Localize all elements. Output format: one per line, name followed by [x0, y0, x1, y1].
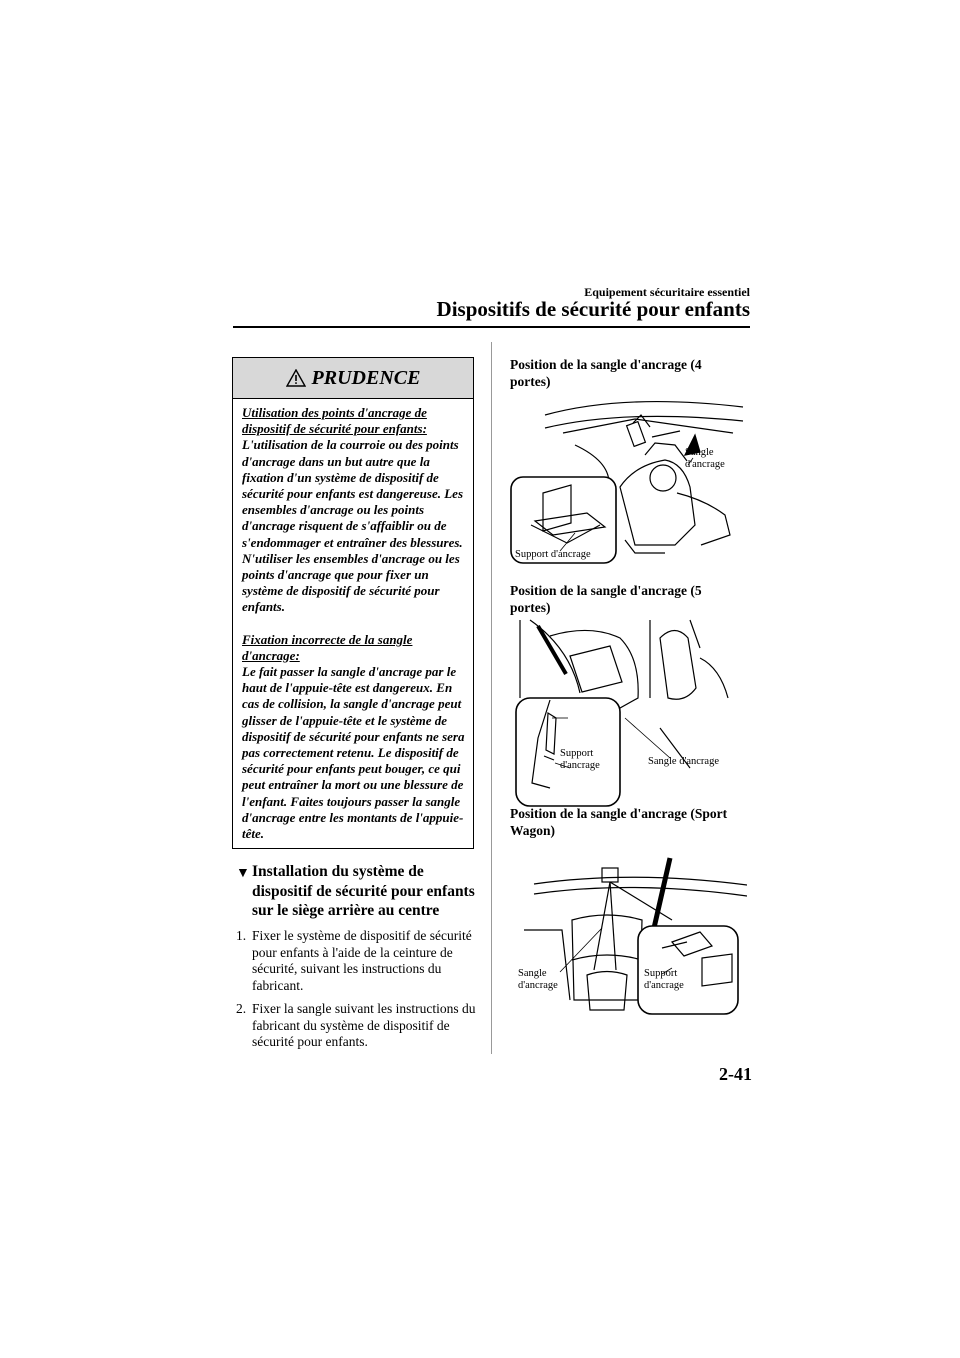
caution-title: PRUDENCE	[311, 366, 421, 389]
label-strap: Sangle d'ancrage	[648, 756, 719, 767]
installation-heading	[236, 862, 481, 921]
step-number: 1.	[236, 928, 247, 943]
figure-caption-5-doors: Position de la sangle d'ancrage (5 portes)	[510, 583, 702, 615]
caution-para2-title: Fixation incorrecte de la sangle d'ancrage:	[242, 631, 413, 663]
label-support: Support d'ancrage	[644, 968, 684, 991]
section-label: Equipement sécuritaire essentiel	[584, 285, 750, 299]
label-support: Support d'ancrage	[515, 549, 591, 560]
list-item	[236, 928, 486, 994]
caution-para1-body: L'utilisation de la courroie ou des points d'ancrage dans un but autre que la fixation d'un système de dispositif de sécurité pour enfants est dangereuse. Les ensembles d'ancrage ou les points d'ancrage risquent de s'affaiblir ou de s'endommager et entraîner des blessures. N'utiliser les ensembles d'ancrage ou les points d'ancrage que pour fixer un système de dispositif de sécurité pour enfants.	[242, 437, 463, 615]
step-number: 2.	[236, 1001, 247, 1016]
figure-caption-sport-wagon: Position de la sangle d'ancrage (Sport Wagon)	[510, 806, 728, 838]
caution-para2-body: Le fait passer la sangle d'ancrage par le haut de l'appuie-tête est dangereux. En cas de collision, la sangle d'ancrage peut glisser de l'appuie-tête et le système de dispositif de sécurité pour enfants ne sera pas correctement retenu. Le dispositif de sécurité pour enfants peut bouger, ce qui peut entraîner la mort ou une blessure de l'enfant. Faites toujours passer la sangle d'ancrage entre les montants de l'appuie-tête.	[242, 664, 465, 842]
list-item	[236, 1001, 486, 1051]
header-rule	[233, 326, 750, 328]
caution-header	[233, 358, 473, 399]
triangle-marker-icon: ▼	[236, 866, 250, 881]
page-number: 2-41	[719, 1064, 752, 1084]
step-text: Fixer le système de dispositif de sécurité pour enfants à l'aide de la ceinture de sécurité, suivant les instructions du fabricant.	[252, 928, 472, 993]
caution-body	[242, 405, 468, 842]
figure-sport-wagon	[512, 850, 747, 1020]
installation-steps	[236, 928, 486, 1058]
figure-4-doors	[505, 395, 750, 570]
figure-caption-4-doors: Position de la sangle d'ancrage (4 portes)	[510, 357, 702, 389]
label-strap: Sangle d'ancrage	[518, 968, 558, 991]
page-title: Dispositifs de sécurité pour enfants	[436, 297, 750, 321]
warning-triangle-icon	[286, 369, 306, 387]
figure-5-doors	[510, 618, 735, 813]
column-divider	[491, 342, 492, 1054]
step-text: Fixer la sangle suivant les instructions du fabricant du système de dispositif de sécurité pour enfants.	[252, 1001, 476, 1049]
caution-para1-title: Utilisation des points d'ancrage de dispositif de sécurité pour enfants:	[242, 405, 427, 437]
caution-box	[232, 357, 474, 849]
installation-heading-text: Installation du système de dispositif de sécurité pour enfants sur le siège arrière au centre	[252, 863, 475, 919]
label-strap: Sangle d'ancrage	[685, 447, 725, 470]
label-support: Support d'ancrage	[560, 748, 600, 771]
